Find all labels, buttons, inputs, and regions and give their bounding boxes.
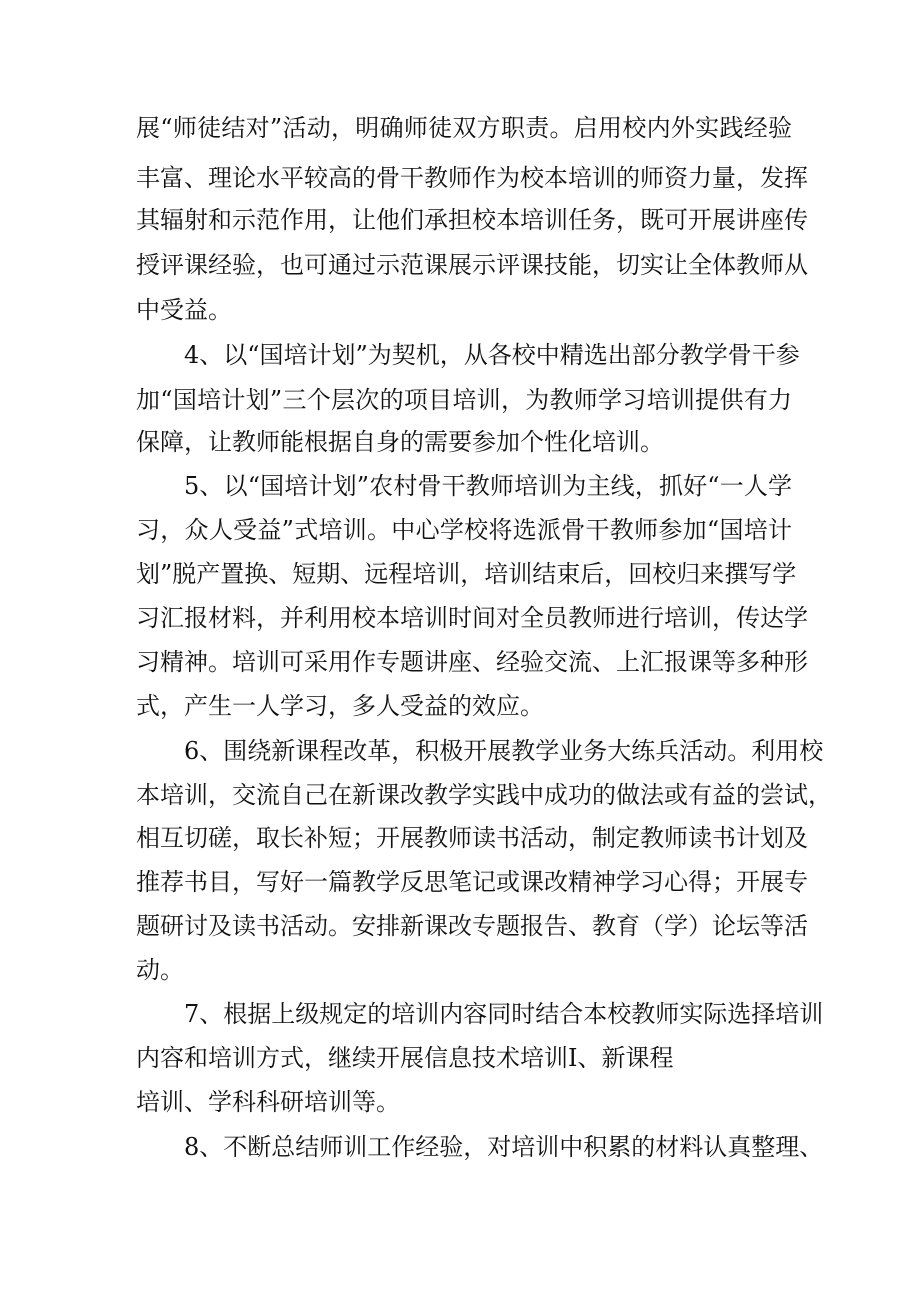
- text-line: 推荐书目，写好一篇教学反思笔记或课改精神学习心得；开展专: [136, 868, 808, 896]
- text-line: 内容和培训方式，继续开展信息技术培训I、新课程: [136, 1044, 674, 1072]
- text-line: 培训、学科科研培训等。: [136, 1088, 400, 1116]
- text-line: 相互切磋，取长补短；开展教师读书活动，制定教师读书计划及: [136, 824, 808, 852]
- text-line: 划”脱产置换、短期、远程培训，培训结束后，回校归来撰写学: [136, 560, 797, 588]
- text-line: 其辐射和示范作用，让他们承担校本培训任务，既可开展讲座传: [136, 206, 808, 234]
- text-line: 习，众人受益”式培训。中心学校将选派骨干教师参加“国培计: [136, 516, 792, 544]
- text-line: 保障，让教师能根据自身的需要参加个性化培训。: [136, 428, 664, 456]
- text-line: 丰富、理论水平较高的骨干教师作为校本培训的师资力量，发挥: [136, 164, 808, 192]
- text-line: 授评课经验，也可通过示范课展示评课技能，切实让全体教师从: [136, 251, 808, 279]
- text-line: 动。: [136, 956, 184, 984]
- paragraph-4-first-line: 4、以“国培计划”为契机，从各校中精选出部分教学骨干参: [184, 341, 800, 369]
- text-line: 习精神。培训可采用作专题讲座、经验交流、上汇报课等多种形: [136, 648, 808, 676]
- paragraph-6-first-line: 6、围绕新课程改革，积极开展教学业务大练兵活动。利用校: [184, 737, 824, 765]
- text-line: 本培训，交流自己在新课改教学实践中成功的做法或有益的尝试，: [136, 781, 832, 809]
- text-line: 展“师徒结对”活动，明确师徒双方职责。启用校内外实践经验: [136, 114, 792, 142]
- text-line: 式，产生一人学习，多人受益的效应。: [136, 692, 544, 720]
- text-line: 加“国培计划”三个层次的项目培训，为教师学习培训提供有力: [136, 386, 792, 414]
- text-line: 题研讨及读书活动。安排新课改专题报告、教育（学）论坛等活: [136, 912, 808, 940]
- text-line: 习汇报材料，并利用校本培训时间对全员教师进行培训，传达学: [136, 604, 808, 632]
- paragraph-7-first-line: 7、根据上级规定的培训内容同时结合本校教师实际选择培训: [184, 1000, 824, 1028]
- paragraph-5-first-line: 5、以“国培计划”农村骨干教师培训为主线，抓好“一人学: [184, 472, 792, 500]
- paragraph-8-first-line: 8、不断总结师训工作经验，对培训中积累的材料认真整理、: [184, 1133, 824, 1161]
- text-line: 中受益。: [136, 296, 232, 324]
